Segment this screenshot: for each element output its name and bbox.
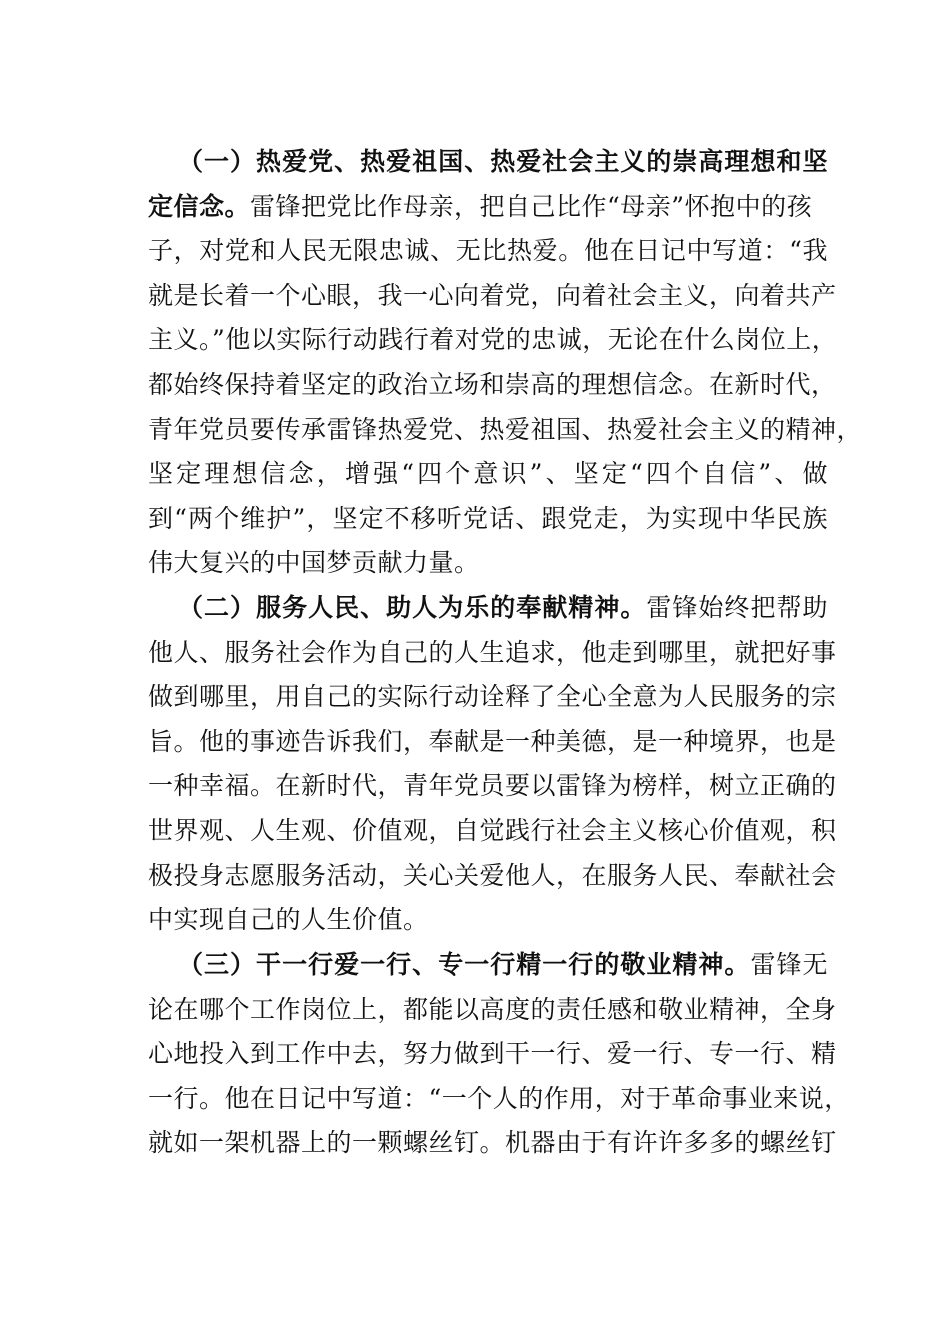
paragraph-heading: （二）服务人民、助人为乐的奉献精神。 [178,593,647,622]
paragraph-line: 他人、服务社会作为自己的人生追求，他走到哪里，就把好事 [148,637,837,667]
paragraph-text: 雷锋把党比作母亲，把自己比作“母亲”怀抱中的孩 [250,191,813,221]
paragraph-line: 心地投入到工作中去，努力做到干一行、爱一行、专一行、精 [148,1039,837,1069]
paragraph-line [148,586,828,631]
paragraph-line: 子，对党和人民无限忠诚、无比热爱。他在日记中写道：“我 [148,236,828,266]
paragraph-line [148,943,828,988]
paragraph-heading: （三）干一行爱一行、专一行精一行的敬业精神。 [178,950,751,979]
paragraph-line: 一种幸福。在新时代，青年党员要以雷锋为榜样，树立正确的 [148,771,837,801]
paragraph-line: 论在哪个工作岗位上，都能以高度的责任感和敬业精神，全身 [148,994,837,1024]
paragraph-text: 雷锋无 [750,950,828,979]
paragraph-line: 中实现自己的人生价值。 [148,905,429,935]
paragraph-line: 一行。他在日记中写道：“一个人的作用，对于革命事业来说， [148,1083,850,1113]
paragraph-line: 就如一架机器上的一颗螺丝钉。机器由于有许许多多的螺丝钉 [148,1128,837,1158]
paragraph-1 [148,140,863,586]
paragraph-heading: （一）热爱党、热爱祖国、热爱社会主义的崇高理想和坚 [178,147,828,176]
paragraph-line: 极投身志愿服务活动，关心关爱他人，在服务人民、奉献社会 [148,860,837,890]
paragraph-line: 都始终保持着坚定的政治立场和崇高的理想信念。在新时代， [148,369,837,399]
paragraph-line: 到“两个维护”，坚定不移听党话、跟党走，为实现中华民族 [148,503,828,533]
paragraph-line: 做到哪里，用自己的实际行动诠释了全心全意为人民服务的宗 [148,682,837,712]
paragraph-line: 世界观、人生观、价值观，自觉践行社会主义核心价值观，积 [148,815,837,845]
paragraph-3 [148,943,850,1166]
paragraph-line: 主义。”他以实际行动践行着对党的忠诚，无论在什么岗位上， [148,325,838,355]
paragraph-line [148,185,828,230]
paragraph-line: 就是长着一个心眼，我一心向着党，向着社会主义，向着共产 [148,280,837,310]
paragraph-2 [148,586,837,943]
paragraph-text: 雷锋始终把帮助 [646,593,828,622]
paragraph-line: 坚定理想信念，增强“四个意识”、坚定“四个自信”、做 [148,459,828,489]
paragraph-line: 伟大复兴的中国梦贡献力量。 [148,548,480,578]
paragraph-line: 旨。他的事迹告诉我们，奉献是一种美德，是一种境界，也是 [148,726,837,756]
paragraph-heading-end: 定信念。 [148,191,251,221]
paragraph-line: 青年党员要传承雷锋热爱党、热爱祖国、热爱社会主义的精神， [148,414,863,444]
